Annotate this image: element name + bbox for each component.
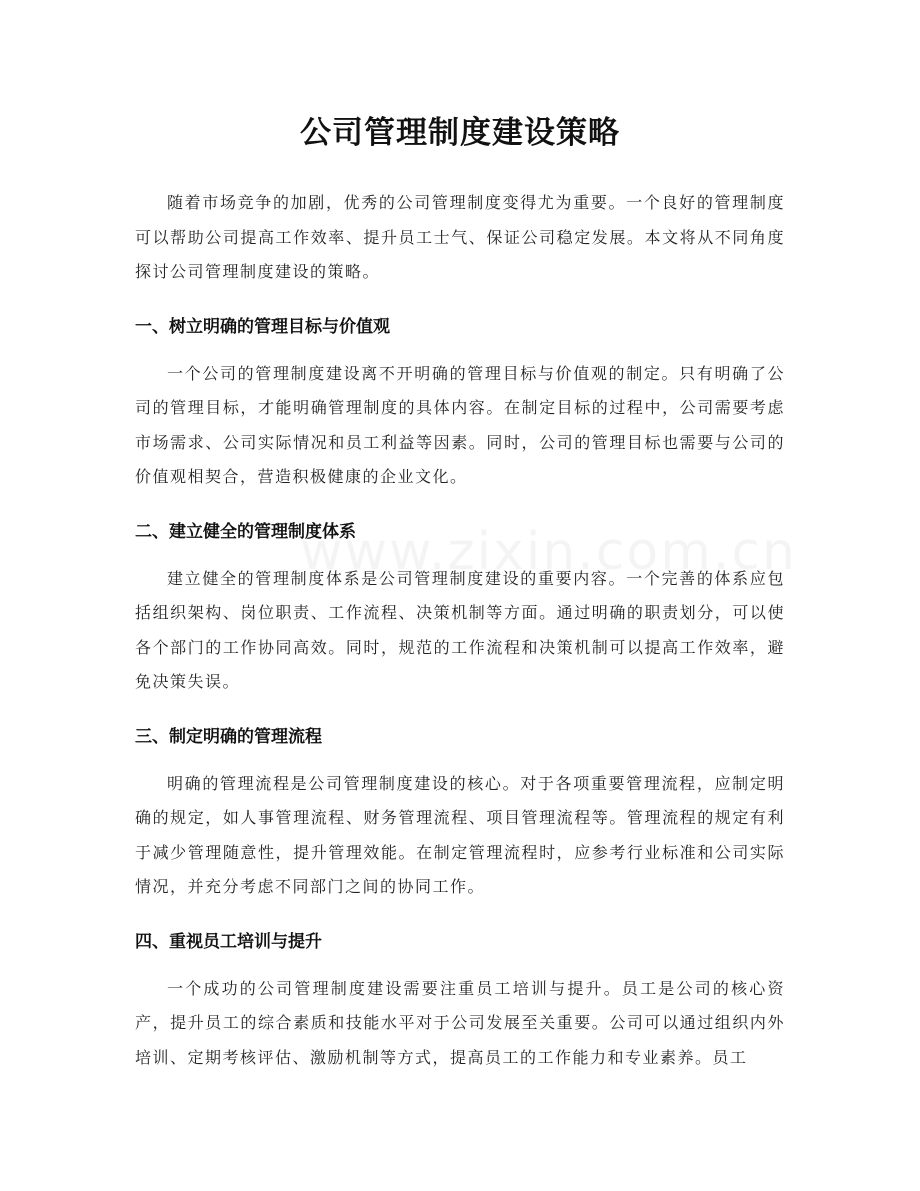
section-heading-4: 四、重视员工培训与提升 — [135, 931, 322, 952]
intro-paragraph: 随着市场竞争的加剧，优秀的公司管理制度变得尤为重要。一个良好的管理制度可以帮助公司提高工作效率、提升员工士气、保证公司稳定发展。本文将从不同角度探讨公司管理制度建设的策略。 — [135, 193, 785, 281]
section-body-3: 明确的管理流程是公司管理制度建设的核心。对于各项重要管理流程，应制定明确的规定，如人事管理流程、财务管理流程、项目管理流程等。管理流程的规定有利于减少管理随意性，提升管理效能。在制定管理流程时，应参考行业标准和公司实际情况，并充分考虑不同部门之间的协同工作。 — [135, 773, 785, 896]
section-heading-1: 一、树立明确的管理目标与价值观 — [135, 316, 390, 337]
document-title: 公司管理制度建设策略 — [300, 115, 620, 151]
section-body-1: 一个公司的管理制度建设离不开明确的管理目标与价值观的制定。只有明确了公司的管理目标，才能明确管理制度的具体内容。在制定目标的过程中，公司需要考虑市场需求、公司实际情况和员工利益等因素。同时，公司的管理目标也需要与公司的价值观相契合，营造积极健康的企业文化。 — [135, 363, 785, 486]
section-body-2: 建立健全的管理制度体系是公司管理制度建设的重要内容。一个完善的体系应包括组织架构、岗位职责、工作流程、决策机制等方面。通过明确的职责划分，可以使各个部门的工作协同高效。同时，规范的工作流程和决策机制可以提高工作效率，避免决策失误。 — [135, 568, 785, 691]
section-heading-2: 二、建立健全的管理制度体系 — [135, 521, 356, 542]
section-body-4: 一个成功的公司管理制度建设需要注重员工培训与提升。员工是公司的核心资产，提升员工的综合素质和技能水平对于公司发展至关重要。公司可以通过组织内外培训、定期考核评估、激励机制等方式，提高员工的工作能力和专业素养。员工 — [135, 978, 785, 1067]
section-heading-3: 三、制定明确的管理流程 — [135, 726, 322, 747]
